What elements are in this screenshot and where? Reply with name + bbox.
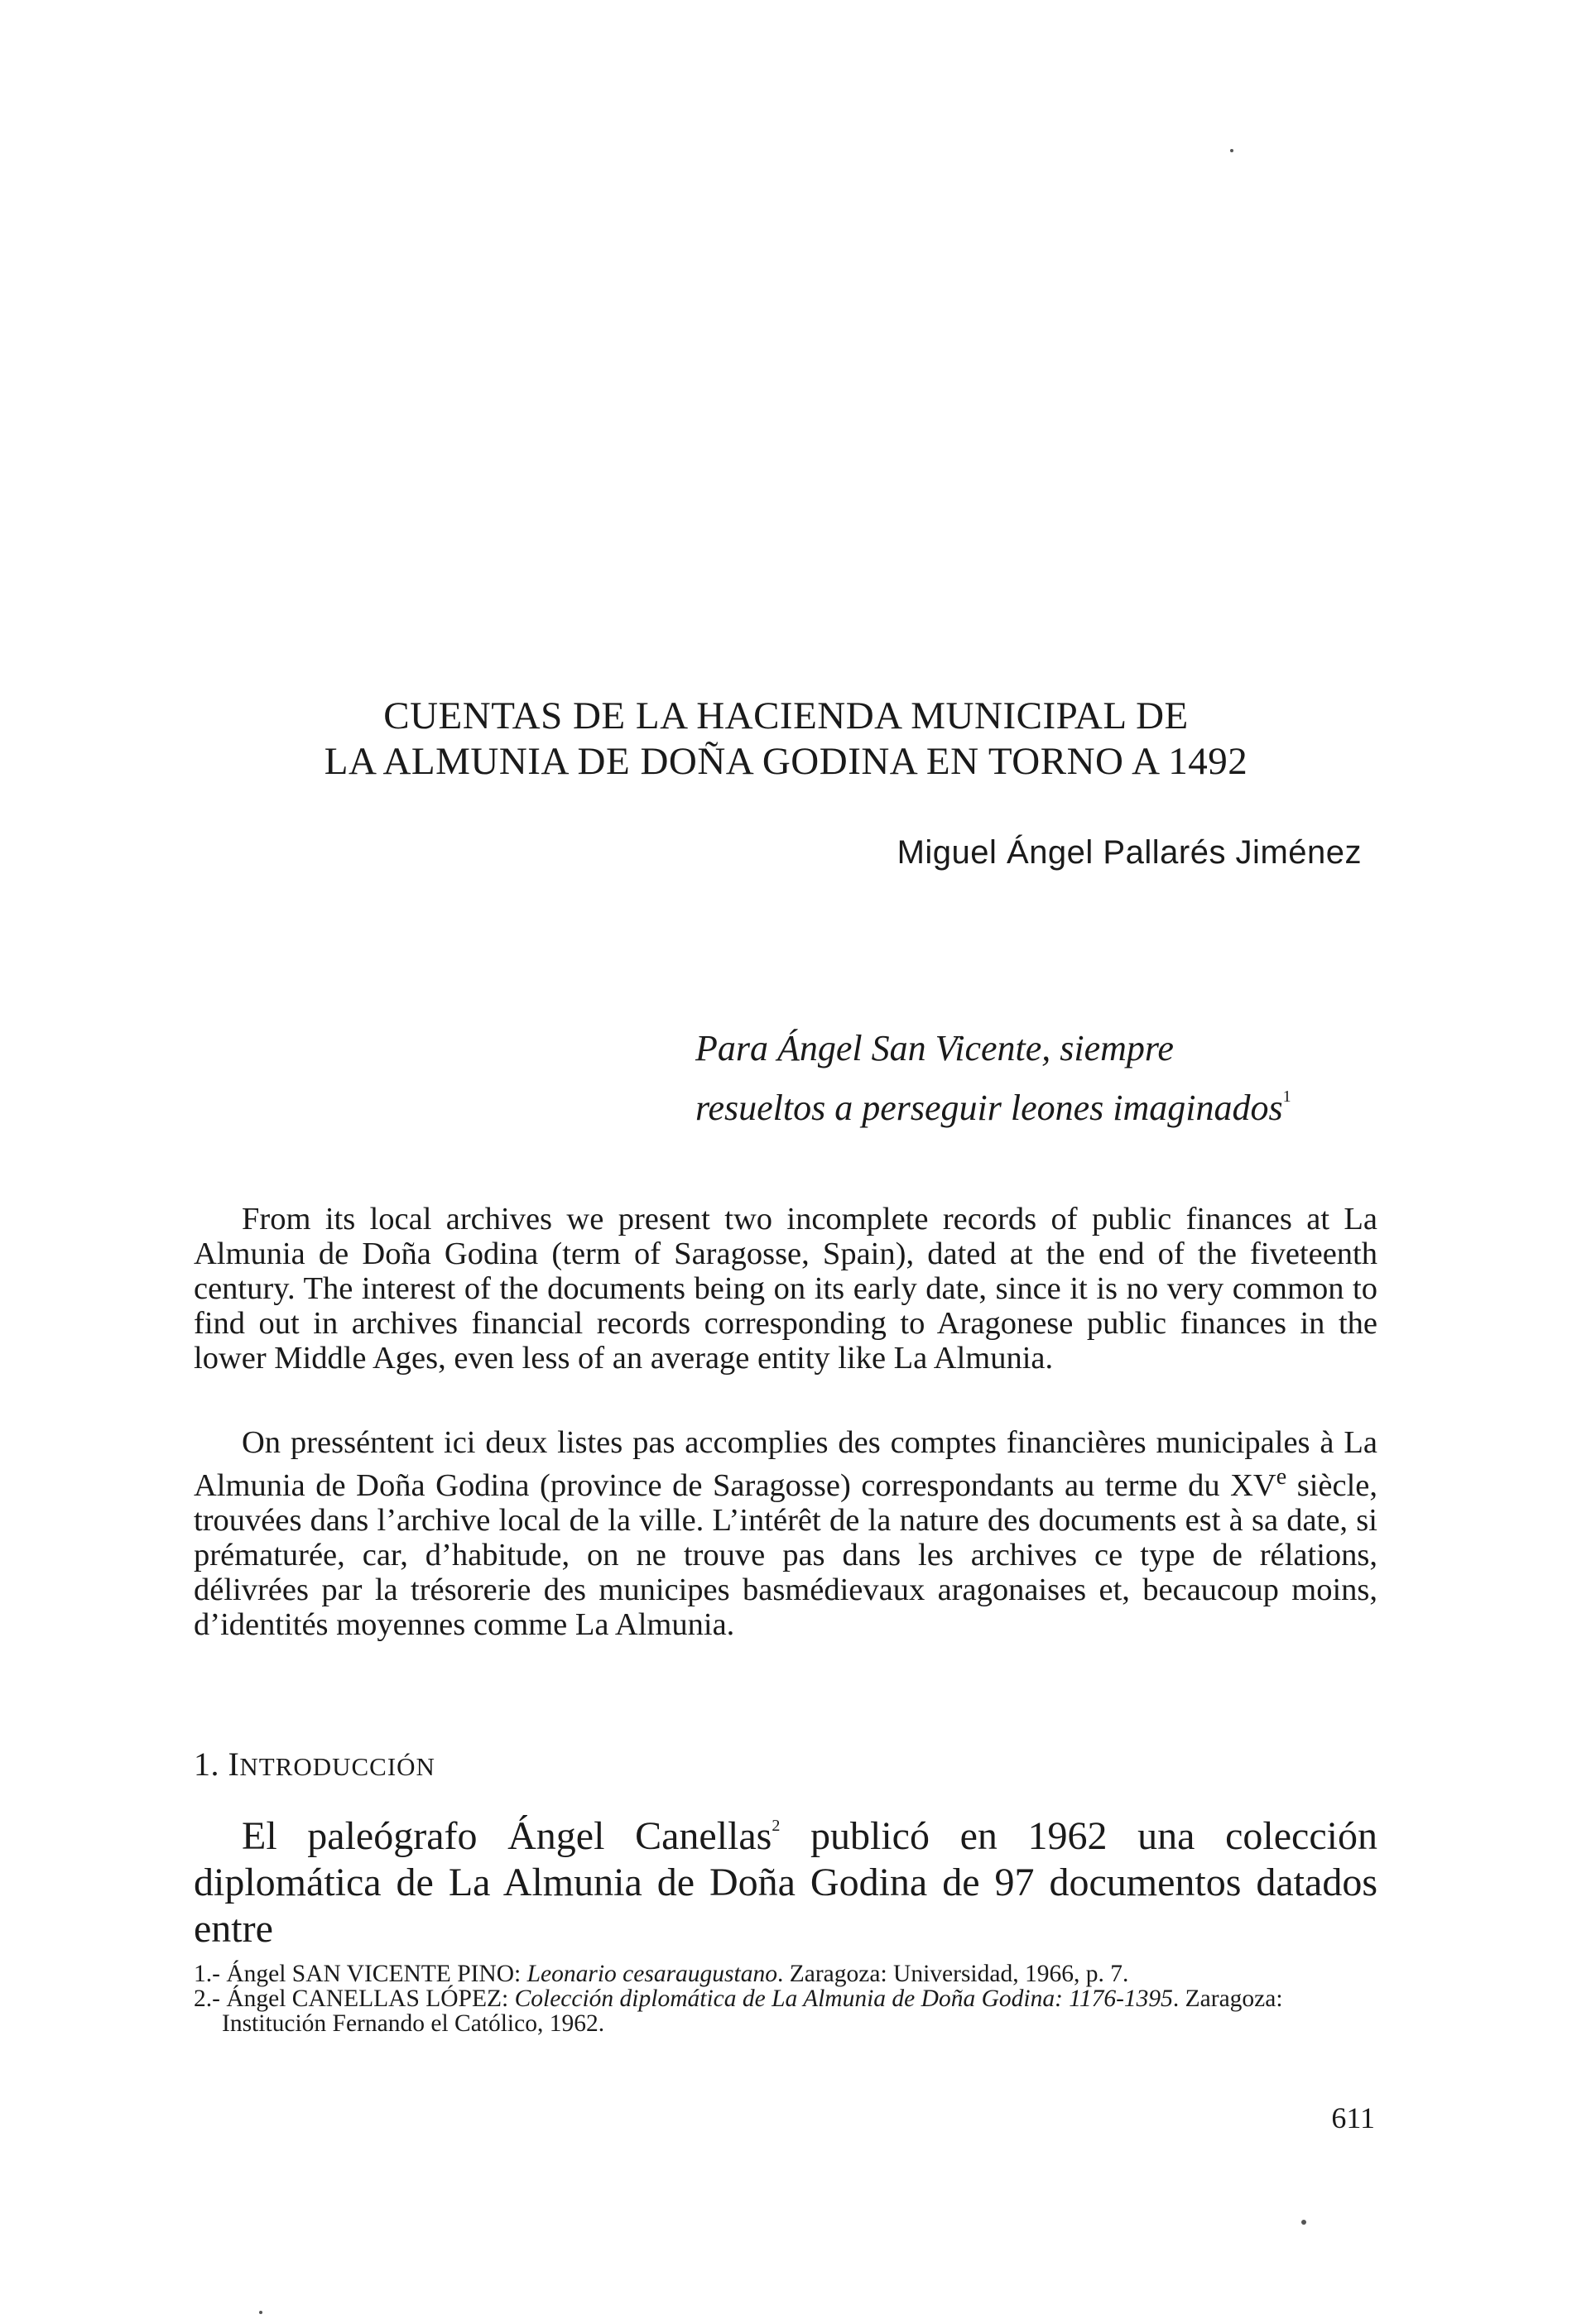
- dedication-line-2-text: resueltos a perseguir leones imaginados: [695, 1088, 1283, 1128]
- scan-speck: [1230, 149, 1233, 152]
- scan-speck: [259, 2311, 262, 2314]
- footnote-2: [194, 1986, 1377, 2036]
- footnote-2-title: Colección diplomática de La Almunia de Doña Godina: 1176-1395: [514, 1985, 1173, 2012]
- dedication-line-1: Para Ángel San Vicente, siempre: [695, 1028, 1174, 1068]
- intro-paragraph: [194, 1803, 1377, 1952]
- section-title-rest: NTRODUCCIÓN: [239, 1752, 435, 1781]
- footnote-2-number: 2.-: [194, 1985, 227, 2012]
- footnote-2-author: Ángel CANELLAS LÓPEZ:: [226, 1985, 515, 2012]
- footnotes: [194, 1961, 1377, 2036]
- title-line-2: LA ALMUNIA DE DOÑA GODINA EN TORNO A 1492: [324, 740, 1248, 783]
- section-number: 1.: [194, 1745, 228, 1783]
- abstract-french-part-1: On presséntent ici deux listes pas accomplies des comptes financières municipales à La Almunia de Doña Godina (province de Saragosse) correspondants au terme du XV: [194, 1425, 1377, 1503]
- abstract-french: [194, 1425, 1377, 1642]
- section-initial: I: [228, 1745, 240, 1783]
- intro-text-2: publicó en 1962 una colección diplomática de La Almunia de Doña Godina de 97 documentos datados entre: [194, 1814, 1377, 1951]
- abstract-english: From its local archives we present two incomplete records of public finances at La Almunia de Doña Godina (term of Saragosse, Spain), dated at the end of the fiveteenth century. The interest of the documents being on its early date, since it is no very common to find out in archives financial records corresponding to Aragonese public finances in the lower Middle Ages, even less of an average entity like La Almunia.: [194, 1202, 1377, 1376]
- footnote-1-title: Leonario cesaraugustano: [526, 1961, 777, 1987]
- footnote-1-rest: . Zaragoza: Universidad, 1966, p. 7.: [776, 1961, 1129, 1987]
- title-line-1: CUENTAS DE LA HACIENDA MUNICIPAL DE: [383, 694, 1189, 737]
- abstract-french-part-2: siècle, trouvées dans l’archive local de la ville. L’intérêt de la nature des documents est à sa date, si prématurée, car, d’habitude, on ne trouve pas dans les archives ce type de rélations, délivrées par la trésorerie des municipes basmédievaux aragonaises et, becaucoup moins, d’identités moyennes comme La Almunia.: [194, 1468, 1377, 1642]
- footnote-1: [194, 1961, 1377, 1986]
- scan-speck: [1301, 2220, 1306, 2225]
- footnote-1-author: Ángel SAN VICENTE PINO:: [226, 1961, 527, 1987]
- footnote-1-number: 1.-: [194, 1961, 227, 1987]
- dedication-line-2: [695, 1073, 1374, 1132]
- footnote-2-rest: . Zaragoza: Institución Fernando el Católico, 1962.: [222, 1985, 1283, 2037]
- intro-text-1: El paleógrafo Ángel Canellas: [242, 1814, 772, 1858]
- century-superscript: e: [1276, 1464, 1287, 1490]
- author-name: Miguel Ángel Pallarés Jiménez: [897, 834, 1362, 871]
- section-heading: [194, 1745, 435, 1784]
- page-number: 611: [1331, 2101, 1375, 2134]
- dedication: [695, 1025, 1374, 1132]
- footnote-ref-1: 1: [1282, 1088, 1291, 1106]
- footnote-ref-2: 2: [772, 1817, 781, 1835]
